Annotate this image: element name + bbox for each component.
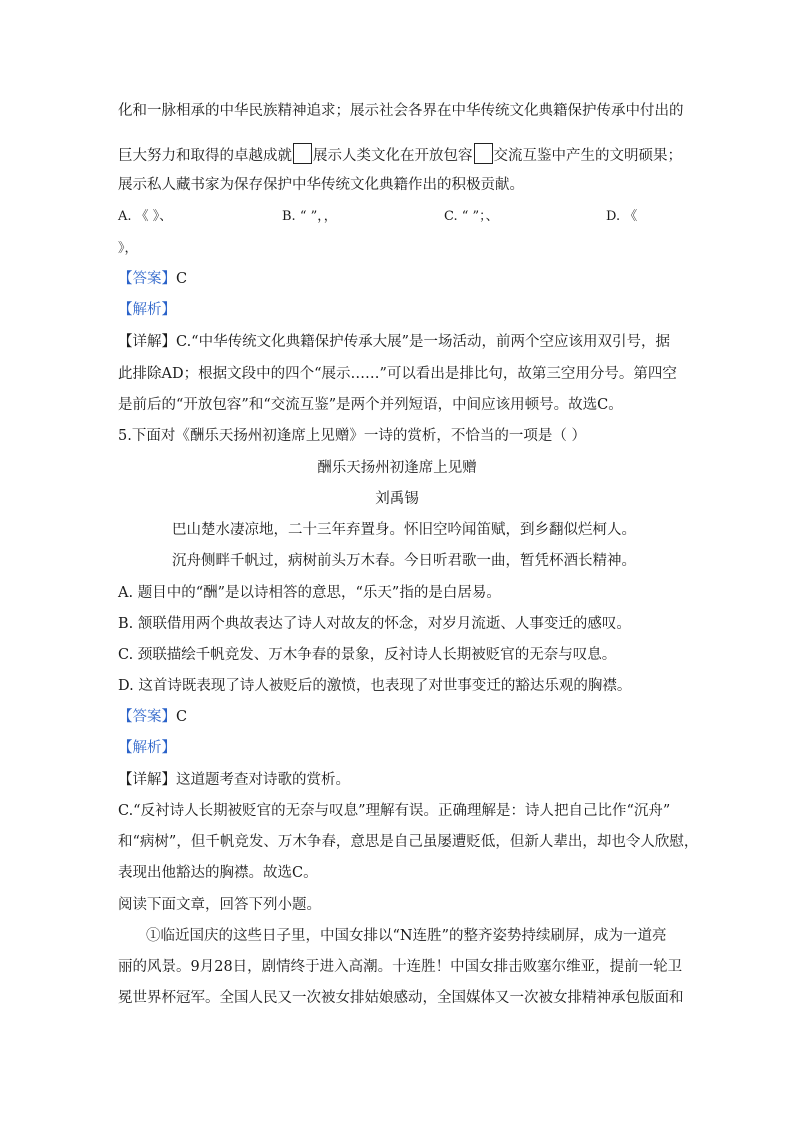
detail-tag: 【详解】 bbox=[118, 772, 176, 788]
q5-analysis-tag: 【解析】 bbox=[118, 740, 176, 756]
answer-value: C bbox=[176, 271, 188, 287]
q5-question: 5.下面对《酬乐天扬州初逢席上见赠》一诗的赏析，不恰当的一项是（ ） bbox=[118, 428, 586, 444]
q4-line-2a: 巨大努力和取得的卓越成就 bbox=[118, 148, 292, 164]
q4-line-2b: 展示人类文化在开放包容 bbox=[313, 148, 473, 164]
q5-option-d: D. 这首诗既表现了诗人被贬后的激愤，也表现了对世事变迁的豁达乐观的胸襟。 bbox=[118, 678, 632, 694]
reading-para-line-1: ①临近国庆的这些日子里，中国女排以“N连胜”的整齐姿势持续刷屏，成为一道亮 bbox=[146, 928, 667, 944]
poem-author: 刘禹锡 bbox=[375, 491, 419, 507]
q5-detail-2: 和“病树”，但千帆竞发、万木争春，意思是自己虽屡遭贬低，但新人辈出，却也令人欣慰， bbox=[118, 834, 699, 850]
detail-text: 这道题考查对诗歌的赏析。 bbox=[176, 772, 350, 788]
q4-line-3: 展示私人藏书家为保存保护中华传统文化典籍作出的积极贡献。 bbox=[118, 177, 524, 193]
poem-line-2: 沉舟侧畔千帆过，病树前头万木春。今日听君歌一曲，暂凭杯酒长精神。 bbox=[172, 553, 636, 569]
q4-detail-1 bbox=[118, 332, 670, 352]
answer-tag: 【答案】 bbox=[118, 709, 176, 725]
detail-tag: 【详解】 bbox=[118, 334, 176, 350]
q4-option-c: C. “ ”；、 bbox=[444, 209, 499, 224]
q4-option-b: B. “ ”，， bbox=[282, 209, 337, 224]
answer-tag: 【答案】 bbox=[118, 271, 176, 287]
blank-box-2 bbox=[474, 143, 493, 164]
q5-option-a: A. 题目中的“酬”是以诗相答的意思，“乐天”指的是白居易。 bbox=[118, 585, 501, 601]
q4-option-a: A. 《 》、 bbox=[118, 209, 173, 224]
q5-option-c: C. 颈联描绘千帆竞发、万木争春的景象，反衬诗人长期被贬官的无奈与叹息。 bbox=[118, 647, 617, 663]
q4-line-2 bbox=[118, 143, 682, 166]
q5-detail-0 bbox=[118, 770, 350, 790]
detail-text: C.“中华传统文化典籍保护传承大展”是一场活动，前两个空应该用双引号，据 bbox=[176, 334, 671, 350]
poem-title: 酬乐天扬州初逢席上见赠 bbox=[317, 460, 477, 476]
reading-para-line-3: 冕世界杯冠军。全国人民又一次被女排姑娘感动，全国媒体又一次被女排精神承包版面和 bbox=[118, 990, 684, 1006]
q4-line-1: 化和一脉相承的中华民族精神追求；展示社会各界在中华传统文化典籍保护传承中付出的 bbox=[118, 103, 684, 119]
blank-box-1 bbox=[293, 143, 312, 164]
poem-line-1: 巴山楚水凄凉地，二十三年弃置身。怀旧空吟闻笛赋，到乡翻似烂柯人。 bbox=[172, 522, 636, 538]
q4-line-2c: 交流互鉴中产生的文明硕果； bbox=[493, 148, 682, 164]
q4-detail-3: 是前后的“开放包容”和“交流互鉴”是两个并列短语，中间应该用顿号。故选C。 bbox=[118, 397, 623, 413]
q4-detail-2: 此排除AD；根据文段中的四个“展示……”可以看出是排比句，故第三空用分号。第四空 bbox=[118, 366, 677, 382]
reading-para-line-2: 丽的风景。9月28日，剧情终于进入高潮。十连胜！中国女排击败塞尔维亚，提前一轮卫 bbox=[118, 959, 683, 975]
q4-analysis-tag: 【解析】 bbox=[118, 302, 176, 318]
q4-option-d: D. 《 bbox=[606, 209, 638, 224]
reading-instruction: 阅读下面文章，回答下列小题。 bbox=[118, 897, 321, 913]
q4-option-d-cont: 》， bbox=[118, 241, 138, 256]
q5-answer bbox=[118, 707, 187, 727]
q4-answer bbox=[118, 269, 187, 289]
q5-detail-3: 表现出他豁达的胸襟。故选C。 bbox=[118, 865, 318, 881]
q5-option-b: B. 颔联借用两个典故表达了诗人对故友的怀念，对岁月流逝、人事变迁的感叹。 bbox=[118, 616, 631, 632]
q5-detail-1: C.“反衬诗人长期被贬官的无奈与叹息”理解有误。正确理解是：诗人把自己比作“沉舟” bbox=[118, 803, 671, 819]
answer-value: C bbox=[176, 709, 188, 725]
